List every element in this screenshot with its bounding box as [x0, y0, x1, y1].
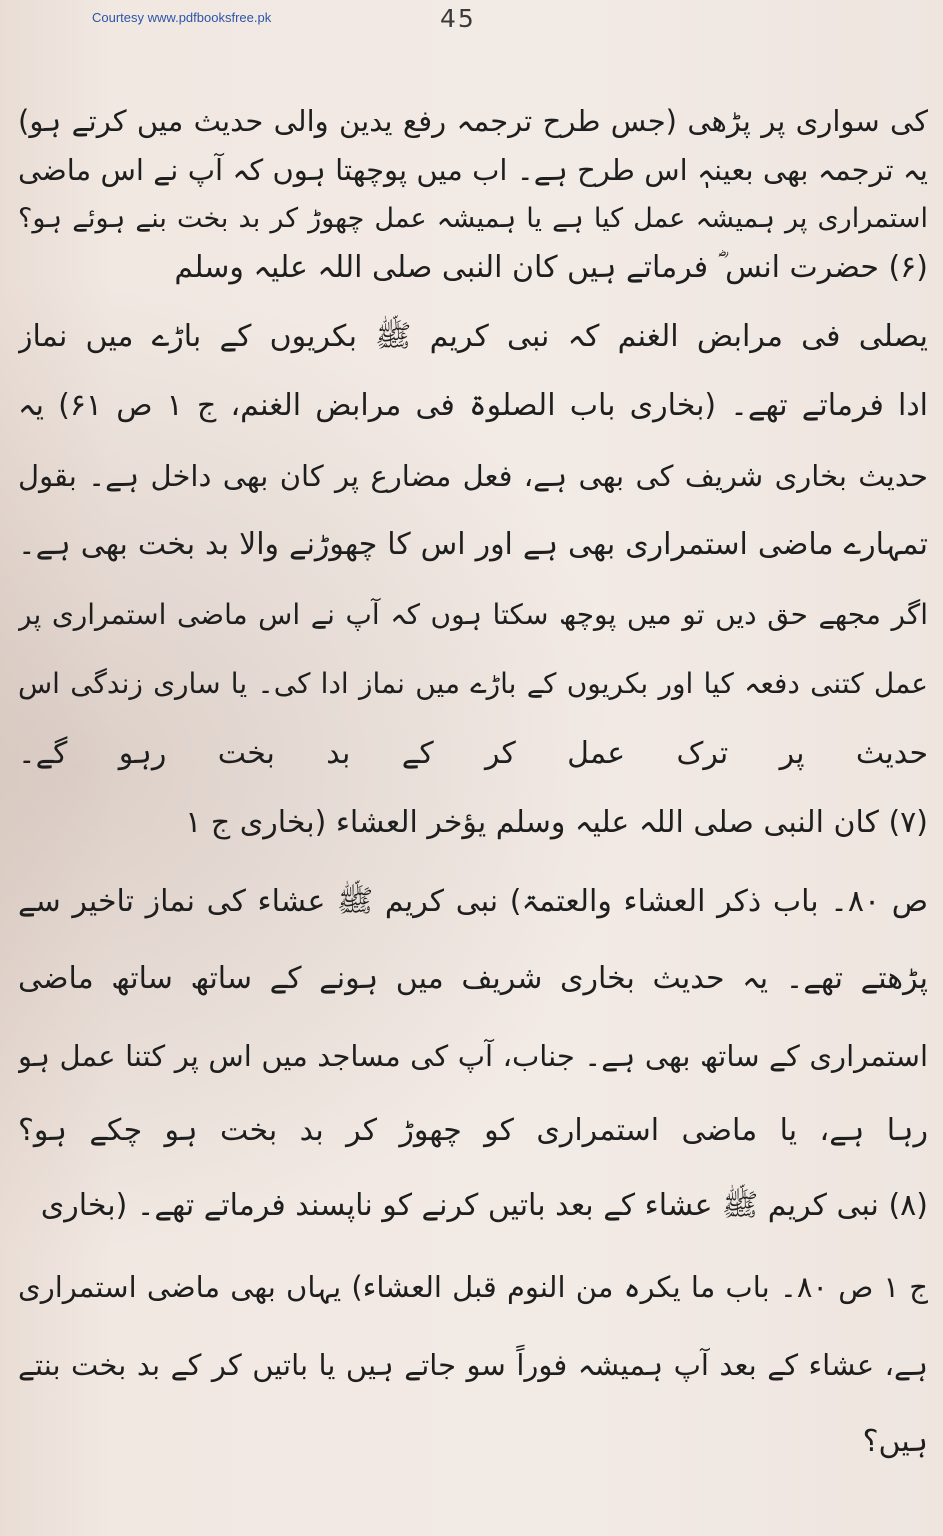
text-line: حدیث پر ترک عمل کر کے بد بخت رہو گے۔ [18, 736, 928, 771]
text-line: ہے، عشاء کے بعد آپ ہمیشہ فوراً سو جاتے ہیں یا باتیں کر کے بد بخت بنتے [18, 1348, 928, 1382]
text-line: یصلی فی مرابض الغنم کہ نبی کریم ﷺ بکریوں کے باڑے میں نماز [18, 319, 928, 354]
text-line: حدیث بخاری شریف کی بھی ہے، فعل مضارع پر کان بھی داخل ہے۔ بقول [18, 459, 928, 493]
text-line: (۷) کان النبی صلی اللہ علیہ وسلم یؤخر العشاء (بخاری ج ۱ [185, 805, 928, 840]
text-line: کی سواری پر پڑھی (جس طرح ترجمہ رفع یدین والی حدیث میں کرتے ہو) [18, 104, 928, 138]
text-line: (۶) حضرت انس ؓ فرماتے ہیں کان النبی صلی اللہ علیہ وسلم [174, 250, 928, 285]
text-line: ج ۱ ص ۸۰۔ باب ما یکرہ من النوم قبل العشاء) یہاں بھی ماضی استمراری [18, 1270, 928, 1304]
courtesy-text: Courtesy www.pdfbooksfree.pk [92, 10, 272, 25]
text-line: استمراری کے ساتھ بھی ہے۔ جناب، آپ کی مساجد میں اس پر کتنا عمل ہو [18, 1039, 928, 1073]
text-line: یہ ترجمہ بھی بعینہٖ اس طرح ہے۔ اب میں پوچھتا ہوں کہ آپ نے اس ماضی [18, 153, 928, 187]
text-line: ادا فرماتے تھے۔ (بخاری باب الصلوۃ فی مرابض الغنم، ج ۱ ص ۶۱) یہ [18, 388, 928, 423]
text-line: عمل کتنی دفعہ کیا اور بکریوں کے باڑے میں نماز ادا کی۔ یا ساری زندگی اس [18, 667, 928, 700]
text-line: ہیں؟ [862, 1424, 928, 1459]
text-line: اگر مجھے حق دیں تو میں پوچھ سکتا ہوں کہ آپ نے اس ماضی استمراری پر [18, 598, 928, 631]
page-number: 45 [440, 4, 476, 33]
text-line: تمہارے ماضی استمراری بھی ہے اور اس کا چھوڑنے والا بد بخت بھی ہے۔ [18, 527, 928, 562]
text-line: (۸) نبی کریم ﷺ عشاء کے بعد باتیں کرنے کو ناپسند فرماتے تھے۔ (بخاری [40, 1188, 928, 1223]
text-line: رہا ہے، یا ماضی استمراری کو چھوڑ کر بد بخت ہو چکے ہو؟ [18, 1113, 928, 1148]
text-line: پڑھتے تھے۔ یہ حدیث بخاری شریف میں ہونے کے ساتھ ساتھ ماضی [18, 961, 928, 996]
text-line: استمراری پر ہمیشہ عمل کیا ہے یا ہمیشہ عمل چھوڑ کر بد بخت بنے ہوئے ہو؟ [18, 203, 928, 234]
text-line: ص ۸۰۔ باب ذکر العشاء والعتمۃ) نبی کریم ﷺ عشاء کی نماز تاخیر سے [18, 884, 928, 919]
